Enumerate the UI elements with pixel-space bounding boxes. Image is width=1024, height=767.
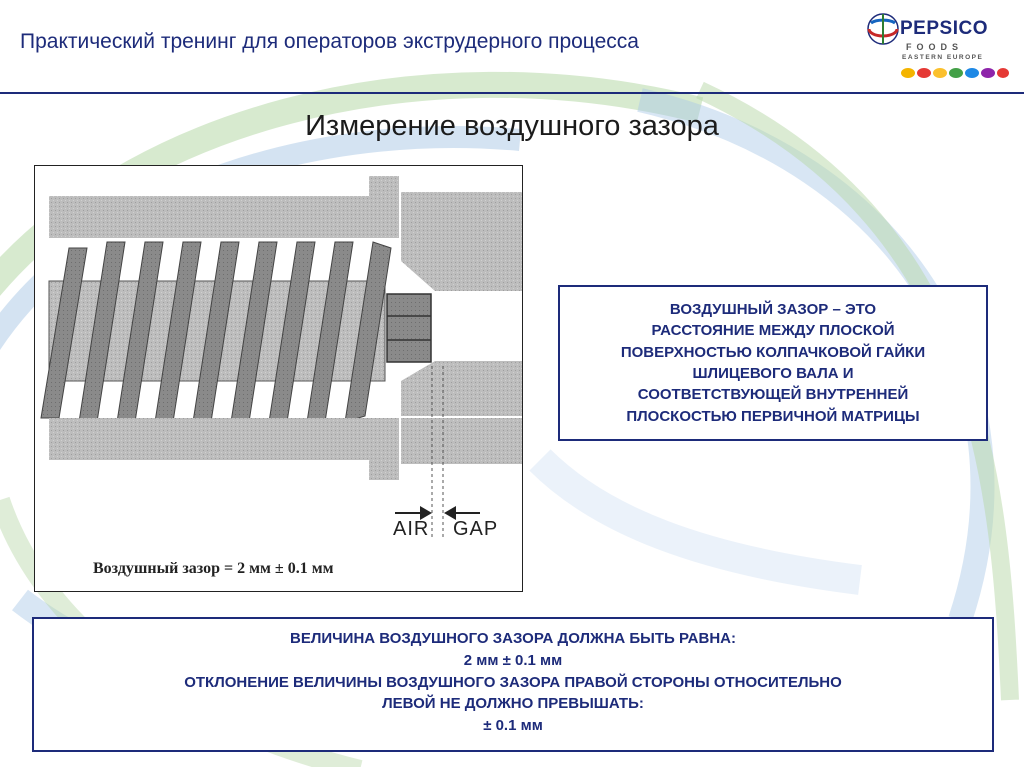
- pepsico-logo: [866, 6, 1018, 86]
- extruder-screw-drawing: [35, 166, 522, 591]
- requirement-line: ВЕЛИЧИНА ВОЗДУШНОГО ЗАЗОРА ДОЛЖНА БЫТЬ РАВНА:: [289, 630, 736, 647]
- logo-sub-foods: FOODS: [906, 42, 964, 52]
- air-label: AIR: [393, 518, 430, 540]
- definition-box: [558, 285, 988, 441]
- requirement-value: 2 мм ± 0.1 мм: [463, 651, 563, 669]
- globe-logo-icon: [866, 12, 900, 46]
- requirement-tolerance: ± 0.1 мм: [483, 717, 543, 734]
- header-title: Практический тренинг для операторов экструдерного процесса: [20, 30, 639, 53]
- diagram-caption: Воздушный зазор = 2 мм ± 0.1 мм: [93, 560, 334, 577]
- requirement-line: ЛЕВОЙ НЕ ДОЛЖНО ПРЕВЫШАТЬ:: [382, 695, 644, 713]
- definition-line: ШЛИЦЕВОГО ВАЛА И: [692, 365, 854, 382]
- slide-title: Измерение воздушного зазора: [305, 110, 719, 142]
- definition-line: РАССТОЯНИЕ МЕЖДУ ПЛОСКОЙ: [651, 322, 895, 340]
- gap-label: GAP: [453, 518, 499, 540]
- logo-brand: PEPSICO: [900, 18, 988, 39]
- header-divider: [0, 92, 1024, 94]
- requirement-line: ОТКЛОНЕНИЕ ВЕЛИЧИНЫ ВОЗДУШНОГО ЗАЗОРА ПРАВОЙ СТОРОНЫ ОТНОСИТЕЛЬНО: [184, 673, 842, 691]
- air-gap-diagram: [34, 165, 523, 592]
- requirement-box: [32, 617, 994, 752]
- definition-line: СООТВЕТСТВУЮЩЕЙ ВНУТРЕННЕЙ: [637, 386, 909, 404]
- definition-line: ПОВЕРХНОСТЬЮ КОЛПАЧКОВОЙ ГАЙКИ: [620, 343, 926, 361]
- logo-sub-region: EASTERN EUROPE: [902, 54, 984, 61]
- definition-line: ВОЗДУШНЫЙ ЗАЗОР – ЭТО: [669, 301, 877, 319]
- definition-text: [621, 299, 925, 427]
- definition-line: ПЛОСКОСТЬЮ ПЕРВИЧНОЙ МАТРИЦЫ: [626, 407, 920, 425]
- brand-badges-icon: [900, 66, 1010, 80]
